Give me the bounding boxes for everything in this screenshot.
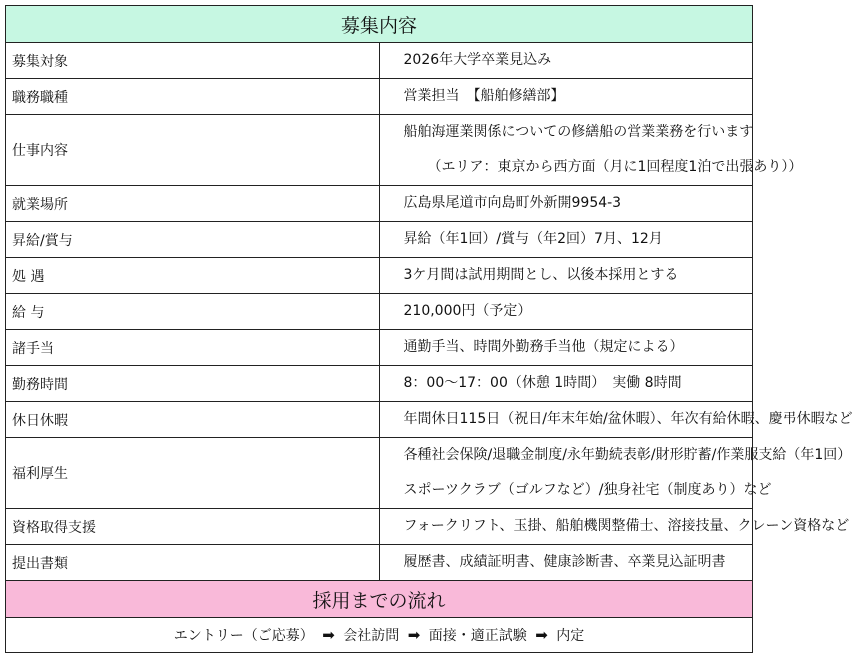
value-line: 年間休日115日（祝日/年末年始/盆休暇）、年次有給休暇、慶弔休暇など bbox=[403, 411, 853, 427]
row-label-job-content: 仕事内容 bbox=[6, 115, 380, 186]
flow-step-entry: エントリー（ご応募） bbox=[173, 628, 314, 644]
value-line: 昇給（年1回）/賞与（年2回）7月、12月 bbox=[403, 231, 663, 247]
row-value-job-content bbox=[379, 115, 803, 186]
flow-title: 採用までの流れ bbox=[6, 581, 753, 618]
right-arrow-icon: ➡ bbox=[535, 626, 548, 644]
value-line: 210,000円（予定） bbox=[403, 303, 532, 319]
value-line: 営業担当 【船舶修繕部】 bbox=[403, 88, 565, 104]
row-value-holidays bbox=[379, 402, 853, 438]
right-arrow-icon: ➡ bbox=[407, 626, 421, 644]
row-label-target: 募集対象 bbox=[6, 43, 380, 79]
table-row bbox=[6, 366, 753, 402]
table-row bbox=[6, 330, 753, 366]
value-line: 8：00～17：00（休憩 1時間） 実働 8時間 bbox=[403, 375, 682, 391]
table-row bbox=[6, 115, 753, 186]
right-arrow-icon: ➡ bbox=[322, 626, 335, 644]
row-value-treatment bbox=[379, 258, 753, 294]
row-value-benefits bbox=[379, 438, 852, 509]
row-value-target bbox=[379, 43, 753, 79]
table-row bbox=[6, 438, 753, 509]
row-label-documents: 提出書類 bbox=[6, 545, 380, 581]
flow-steps bbox=[6, 618, 753, 653]
row-label-treatment: 処 遇 bbox=[6, 258, 380, 294]
recruitment-table bbox=[5, 5, 853, 653]
row-value-workplace bbox=[379, 186, 753, 222]
row-label-job-type: 職務職種 bbox=[6, 79, 380, 115]
row-label-salary: 給 与 bbox=[6, 294, 380, 330]
row-value-working-hours bbox=[379, 366, 753, 402]
flow-step-offer: 内定 bbox=[556, 628, 585, 644]
value-line: 3ケ月間は試用期間とし、以後本採用とする bbox=[403, 267, 679, 283]
row-label-benefits: 福利厚生 bbox=[6, 438, 380, 509]
flow-step-interview: 面接・適正試験 bbox=[428, 628, 527, 644]
value-line: 広島県尾道市向島町外新開9954-3 bbox=[403, 195, 622, 211]
value-line: 各種社会保険/退職金制度/永年勤続表彰/財形貯蓄/作業服支給（年1回） bbox=[403, 447, 852, 463]
flow-step-visit: 会社訪問 bbox=[343, 628, 400, 644]
table-row bbox=[6, 545, 753, 581]
table-row bbox=[6, 509, 753, 545]
row-label-workplace: 就業場所 bbox=[6, 186, 380, 222]
table-row bbox=[6, 402, 753, 438]
value-line: 2026年大学卒業見込み bbox=[403, 52, 552, 68]
row-label-working-hours: 勤務時間 bbox=[6, 366, 380, 402]
table-row bbox=[6, 258, 753, 294]
row-value-qualification-support bbox=[379, 509, 850, 545]
row-label-raise-bonus: 昇給/賞与 bbox=[6, 222, 380, 258]
row-value-raise-bonus bbox=[379, 222, 753, 258]
row-value-documents bbox=[379, 545, 753, 581]
table-row bbox=[6, 186, 753, 222]
table-row bbox=[6, 294, 753, 330]
row-label-allowances: 諸手当 bbox=[6, 330, 380, 366]
row-value-job-type bbox=[379, 79, 753, 115]
value-line: 通勤手当、時間外勤務手当他（規定による） bbox=[403, 339, 684, 355]
value-line: フォークリフト、玉掛、船舶機関整備士、溶接技量、クレーン資格など bbox=[403, 518, 850, 534]
recruitment-sheet bbox=[5, 5, 853, 665]
table-row bbox=[6, 79, 753, 115]
row-label-qualification-support: 資格取得支援 bbox=[6, 509, 380, 545]
value-line: 船舶海運業関係についての修繕船の営業業務を行います bbox=[403, 124, 754, 140]
recruitment-title: 募集内容 bbox=[6, 6, 753, 43]
table-row bbox=[6, 222, 753, 258]
value-line: 履歴書、成績証明書、健康診断書、卒業見込証明書 bbox=[403, 554, 726, 570]
value-line: スポーツクラブ（ゴルフなど）/独身社宅（制度あり）など bbox=[403, 482, 772, 498]
value-line: （エリア：東京から西方面（月に1回程度1泊で出張あり）） bbox=[427, 159, 803, 175]
row-value-allowances bbox=[379, 330, 753, 366]
row-value-salary bbox=[379, 294, 753, 330]
table-row bbox=[6, 43, 753, 79]
row-label-holidays: 休日休暇 bbox=[6, 402, 380, 438]
